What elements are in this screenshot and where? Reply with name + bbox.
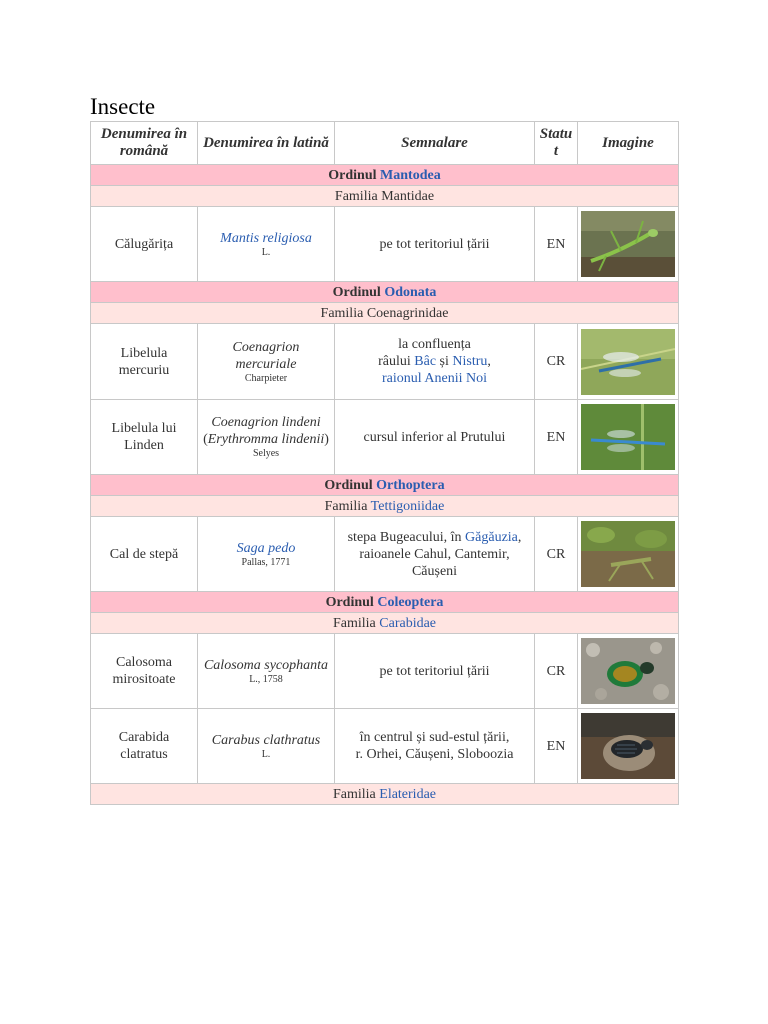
status: CR [535, 324, 578, 400]
family-name: Coenagrinidae [366, 305, 449, 321]
header-image: Imagine [578, 122, 679, 165]
romanian-name: Libelula lui Linden [91, 400, 198, 475]
place-link-bac[interactable]: Bâc [414, 354, 437, 369]
family-link[interactable]: Tettigoniidae [370, 498, 445, 514]
sighting [335, 517, 535, 592]
green-beetle-photo[interactable] [581, 638, 675, 704]
praying-mantis-photo[interactable] [581, 211, 675, 277]
latin-name-cell [198, 709, 335, 784]
order-link[interactable]: Mantodea [380, 167, 441, 183]
image-cell [578, 324, 679, 400]
family-row [91, 613, 679, 634]
species-row [91, 400, 679, 475]
species-row [91, 634, 679, 709]
order-prefix: Ordinul [332, 284, 381, 300]
family-row [91, 186, 679, 207]
latin-name-cell [198, 207, 335, 282]
sighting-text: Căușeni [411, 563, 458, 579]
author: L. [261, 246, 271, 258]
order-link[interactable]: Odonata [384, 284, 437, 300]
latin-extra-open: ( [203, 432, 208, 447]
status: EN [535, 400, 578, 475]
sighting: pe tot teritoriul țării [335, 207, 535, 282]
order-row [91, 475, 679, 496]
blue-damselfly-photo[interactable] [581, 404, 675, 470]
species-row [91, 709, 679, 784]
romanian-name: Libelula mercuriu [91, 324, 198, 400]
sighting-text: , [517, 529, 522, 545]
latin-name-cell [198, 517, 335, 592]
latin-extra-close: ) [324, 432, 329, 447]
latin-name-cell [198, 324, 335, 400]
header-latin: Denumirea în latină [198, 122, 335, 165]
latin-name-link[interactable]: Mantis religiosa [220, 230, 312, 246]
header-status: Statut [535, 122, 578, 165]
romanian-name: Cal de stepă [91, 517, 198, 592]
sighting [335, 709, 535, 784]
order-row [91, 165, 679, 186]
header-romanian: Denumirea în română [91, 122, 198, 165]
latin-name: Carabus clathratus [211, 732, 321, 748]
family-prefix: Familia [332, 615, 376, 631]
order-row [91, 592, 679, 613]
sighting-text: râului [378, 354, 415, 369]
image-cell [578, 517, 679, 592]
sighting: pe tot teritoriul țării [335, 634, 535, 709]
damselfly-photo[interactable] [581, 329, 675, 395]
species-row [91, 324, 679, 400]
place-link-nistru[interactable]: Nistru [452, 354, 488, 369]
insects-table [90, 121, 679, 805]
author: L., 1758 [249, 673, 283, 685]
latin-name: Calosoma sycophanta [203, 657, 329, 673]
species-row [91, 207, 679, 282]
author: Pallas, 1771 [241, 556, 291, 568]
sighting-text: r. Orhei, Căușeni, Sloboozia [355, 747, 514, 762]
latin-name-link[interactable]: Saga pedo [236, 540, 296, 556]
sighting-text: , [487, 354, 491, 369]
author: Selyes [252, 448, 280, 459]
author: Charpieter [244, 372, 288, 384]
latin-name: Coenagrion mercuriale [232, 339, 300, 372]
order-prefix: Ordinul [328, 167, 377, 183]
sighting-text: la confluența [398, 337, 471, 352]
latin-name: Coenagrion lindeni [211, 415, 321, 430]
sighting [335, 324, 535, 400]
family-prefix: Familia [324, 498, 368, 514]
latin-extra: Erythromma lindenii [207, 432, 325, 447]
order-link[interactable]: Coleoptera [377, 594, 444, 610]
ground-beetle-photo[interactable] [581, 713, 675, 779]
species-row [91, 517, 679, 592]
family-row [91, 784, 679, 805]
image-cell [578, 709, 679, 784]
status: EN [535, 207, 578, 282]
place-link-gagauzia[interactable]: Găgăuzia [465, 529, 518, 545]
status: EN [535, 709, 578, 784]
place-link-anenii-noi[interactable]: raionul Anenii Noi [382, 371, 487, 386]
latin-name-cell [198, 634, 335, 709]
family-link[interactable]: Elateridae [379, 786, 437, 802]
page-title: Insecte [90, 94, 156, 119]
family-prefix: Familia [332, 786, 376, 802]
bush-cricket-photo[interactable] [581, 521, 675, 587]
image-cell [578, 207, 679, 282]
status: CR [535, 517, 578, 592]
order-link[interactable]: Orthoptera [376, 477, 445, 493]
order-prefix: Ordinul [324, 477, 373, 493]
romanian-name: Carabida clatratus [91, 709, 198, 784]
family-name: Mantidae [381, 188, 435, 204]
sighting-text: în centrul și sud-estul țării, [359, 730, 510, 745]
header-sightings: Semnalare [335, 122, 535, 165]
family-row [91, 496, 679, 517]
romanian-name: Calosoma mirositoate [91, 634, 198, 709]
image-cell [578, 400, 679, 475]
order-row [91, 282, 679, 303]
family-row [91, 303, 679, 324]
status: CR [535, 634, 578, 709]
latin-name-cell [198, 400, 335, 475]
sighting-text: raioanele Cahul, Cantemir, [359, 546, 510, 562]
sighting-text: stepa Bugeacului, în [347, 529, 466, 545]
sighting-text: și [436, 354, 453, 369]
sighting: cursul inferior al Prutului [335, 400, 535, 475]
family-link[interactable]: Carabidae [379, 615, 437, 631]
author: L. [261, 748, 271, 760]
family-prefix: Familia [320, 305, 364, 321]
order-prefix: Ordinul [325, 594, 374, 610]
image-cell [578, 634, 679, 709]
romanian-name: Călugărița [91, 207, 198, 282]
family-prefix: Familia [334, 188, 378, 204]
header-row [91, 122, 679, 165]
